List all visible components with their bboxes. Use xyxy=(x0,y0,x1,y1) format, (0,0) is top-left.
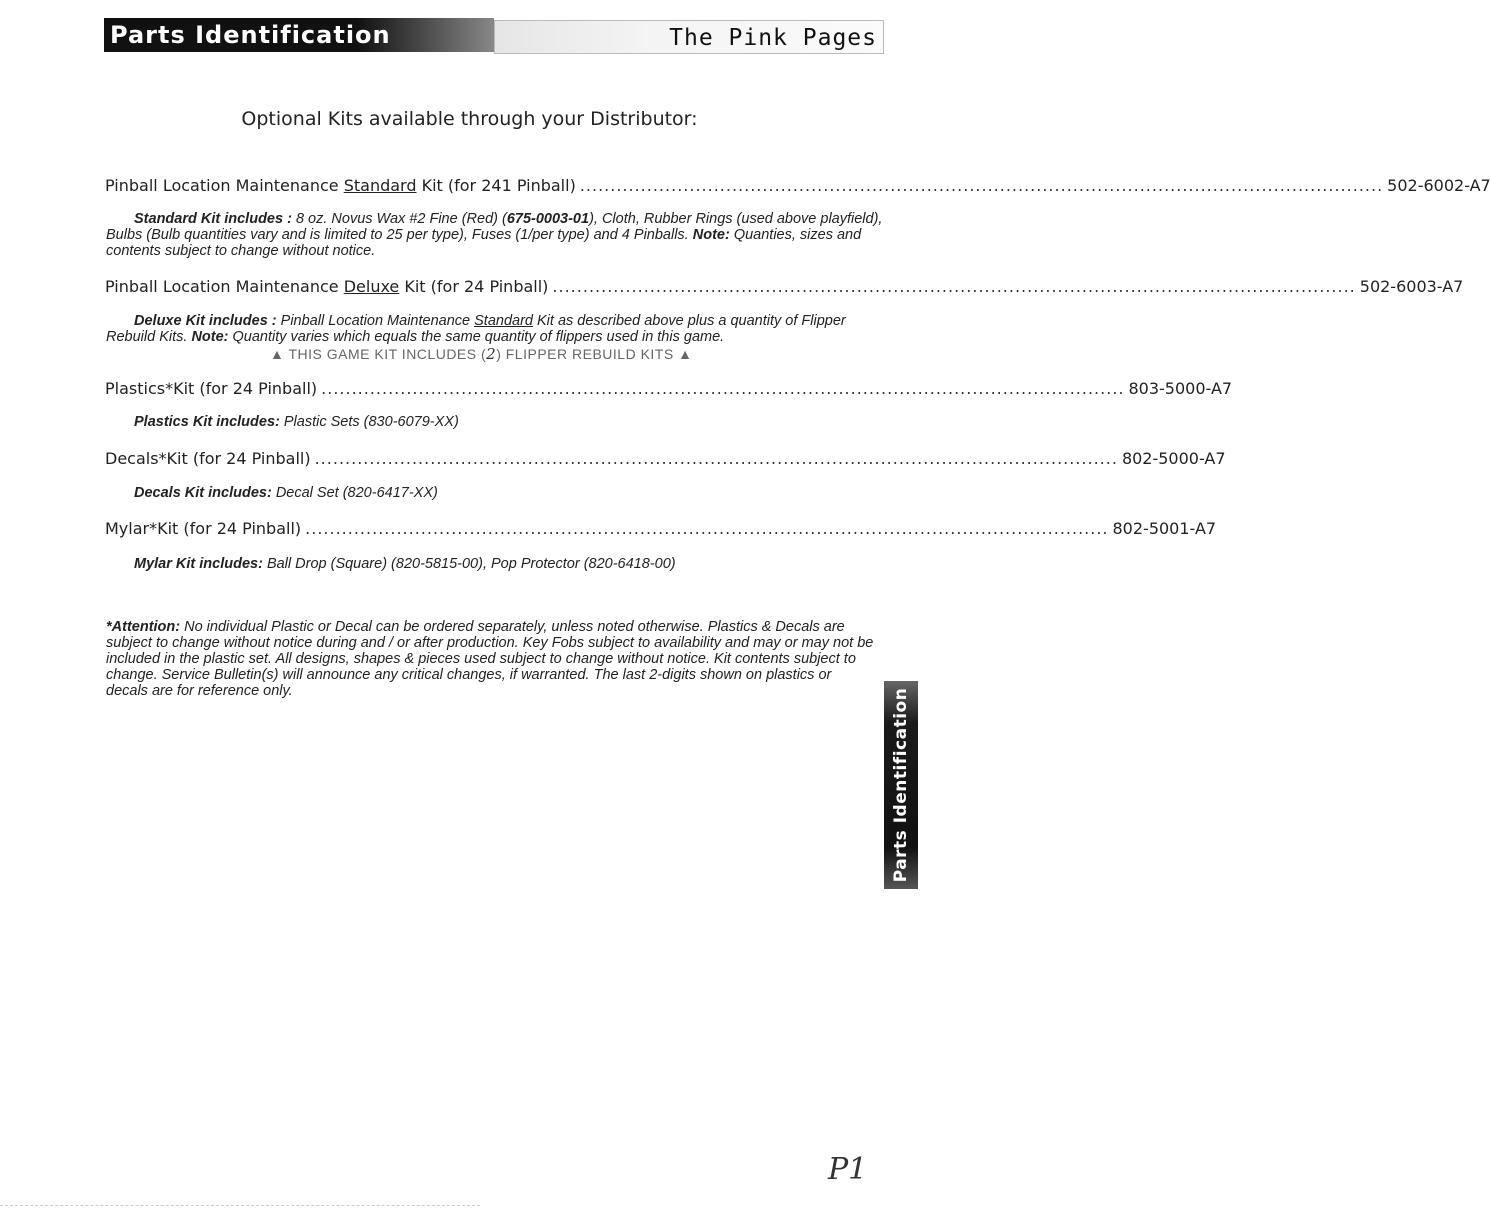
kit-name: Mylar*Kit (for 24 Pinball) xyxy=(105,519,302,538)
kit-name: Pinball Location Maintenance Deluxe Kit (for 24 Pinball) xyxy=(105,277,549,296)
dot-leader: .................................................................................................................................... xyxy=(305,519,1109,538)
scan-artifact-line xyxy=(0,1205,480,1206)
page-subtitle: Optional Kits available through your Distributor: xyxy=(241,108,698,130)
page-header xyxy=(104,18,884,54)
part-number: 802-5001-A7 xyxy=(1112,519,1217,538)
kit-name: Pinball Location Maintenance Standard Kit (for 241 Pinball) xyxy=(105,176,576,195)
side-tab-label: Parts Identification xyxy=(891,687,911,883)
kit-line-plastics xyxy=(105,379,1233,403)
flipper-kit-banner: ▲ THIS GAME KIT INCLUDES (2) FLIPPER REBUILD KITS ▲ xyxy=(270,345,693,363)
dot-leader: .................................................................................................................................... xyxy=(579,176,1384,195)
kit-description-standard: Standard Kit includes : 8 oz. Novus Wax #2 Fine (Red) (675-0003-01), Cloth, Rubber Rings (used above playfield), Bulbs (Bulb quantities vary and is limited to 25 per type), Fuses (1/per type) and 4 Pinballs. Note: Quanties, sizes and contents subject to change without notice. xyxy=(106,211,883,259)
kit-line-decals xyxy=(105,449,1226,473)
kit-name: Plastics*Kit (for 24 Pinball) xyxy=(105,379,318,398)
side-section-tab xyxy=(884,681,918,889)
part-number: 802-5000-A7 xyxy=(1121,449,1226,468)
dot-leader: .................................................................................................................................... xyxy=(321,379,1125,398)
kit-line-mylar xyxy=(105,519,1217,543)
handwritten-page-mark: P1 xyxy=(828,1152,868,1187)
kit-line-deluxe xyxy=(105,277,1464,301)
kit-line-standard xyxy=(105,176,1491,200)
kit-description-mylar: Mylar Kit includes: Ball Drop (Square) (820-5815-00), Pop Protector (820-6418-00) xyxy=(134,556,676,572)
kit-name: Decals*Kit (for 24 Pinball) xyxy=(105,449,311,468)
kit-description-deluxe: Deluxe Kit includes : Pinball Location Maintenance Standard Kit as described above plus a quantity of Flipper Rebuild Kits. Note: Quantity varies which equals the same quantity of flippers used in this game. xyxy=(106,313,846,345)
dot-leader: .................................................................................................................................... xyxy=(314,449,1118,468)
publication-title: The Pink Pages xyxy=(494,20,884,54)
attention-note: *Attention: No individual Plastic or Decal can be ordered separately, unless noted otherwise. Plastics & Decals are subject to change without notice during and / or after production. Key Fobs subject to availability and may or may not be included in the plastic set. All designs, shapes & pieces used subject to change without notice. Kit contents subject to change. Service Bulletin(s) will announce any critical changes, if warranted. The last 2-digits shown on plastics or decals are for reference only. xyxy=(106,619,874,699)
section-title: Parts Identification xyxy=(104,18,494,52)
kit-description-plastics: Plastics Kit includes: Plastic Sets (830-6079-XX) xyxy=(134,414,459,430)
handwritten-quantity: 2 xyxy=(486,345,497,363)
part-number: 502-6002-A7 xyxy=(1387,176,1491,195)
kit-description-decals: Decals Kit includes: Decal Set (820-6417-XX) xyxy=(134,485,438,501)
part-number: 502-6003-A7 xyxy=(1359,277,1464,296)
dot-leader: .................................................................................................................................... xyxy=(552,277,1356,296)
part-number: 803-5000-A7 xyxy=(1128,379,1233,398)
